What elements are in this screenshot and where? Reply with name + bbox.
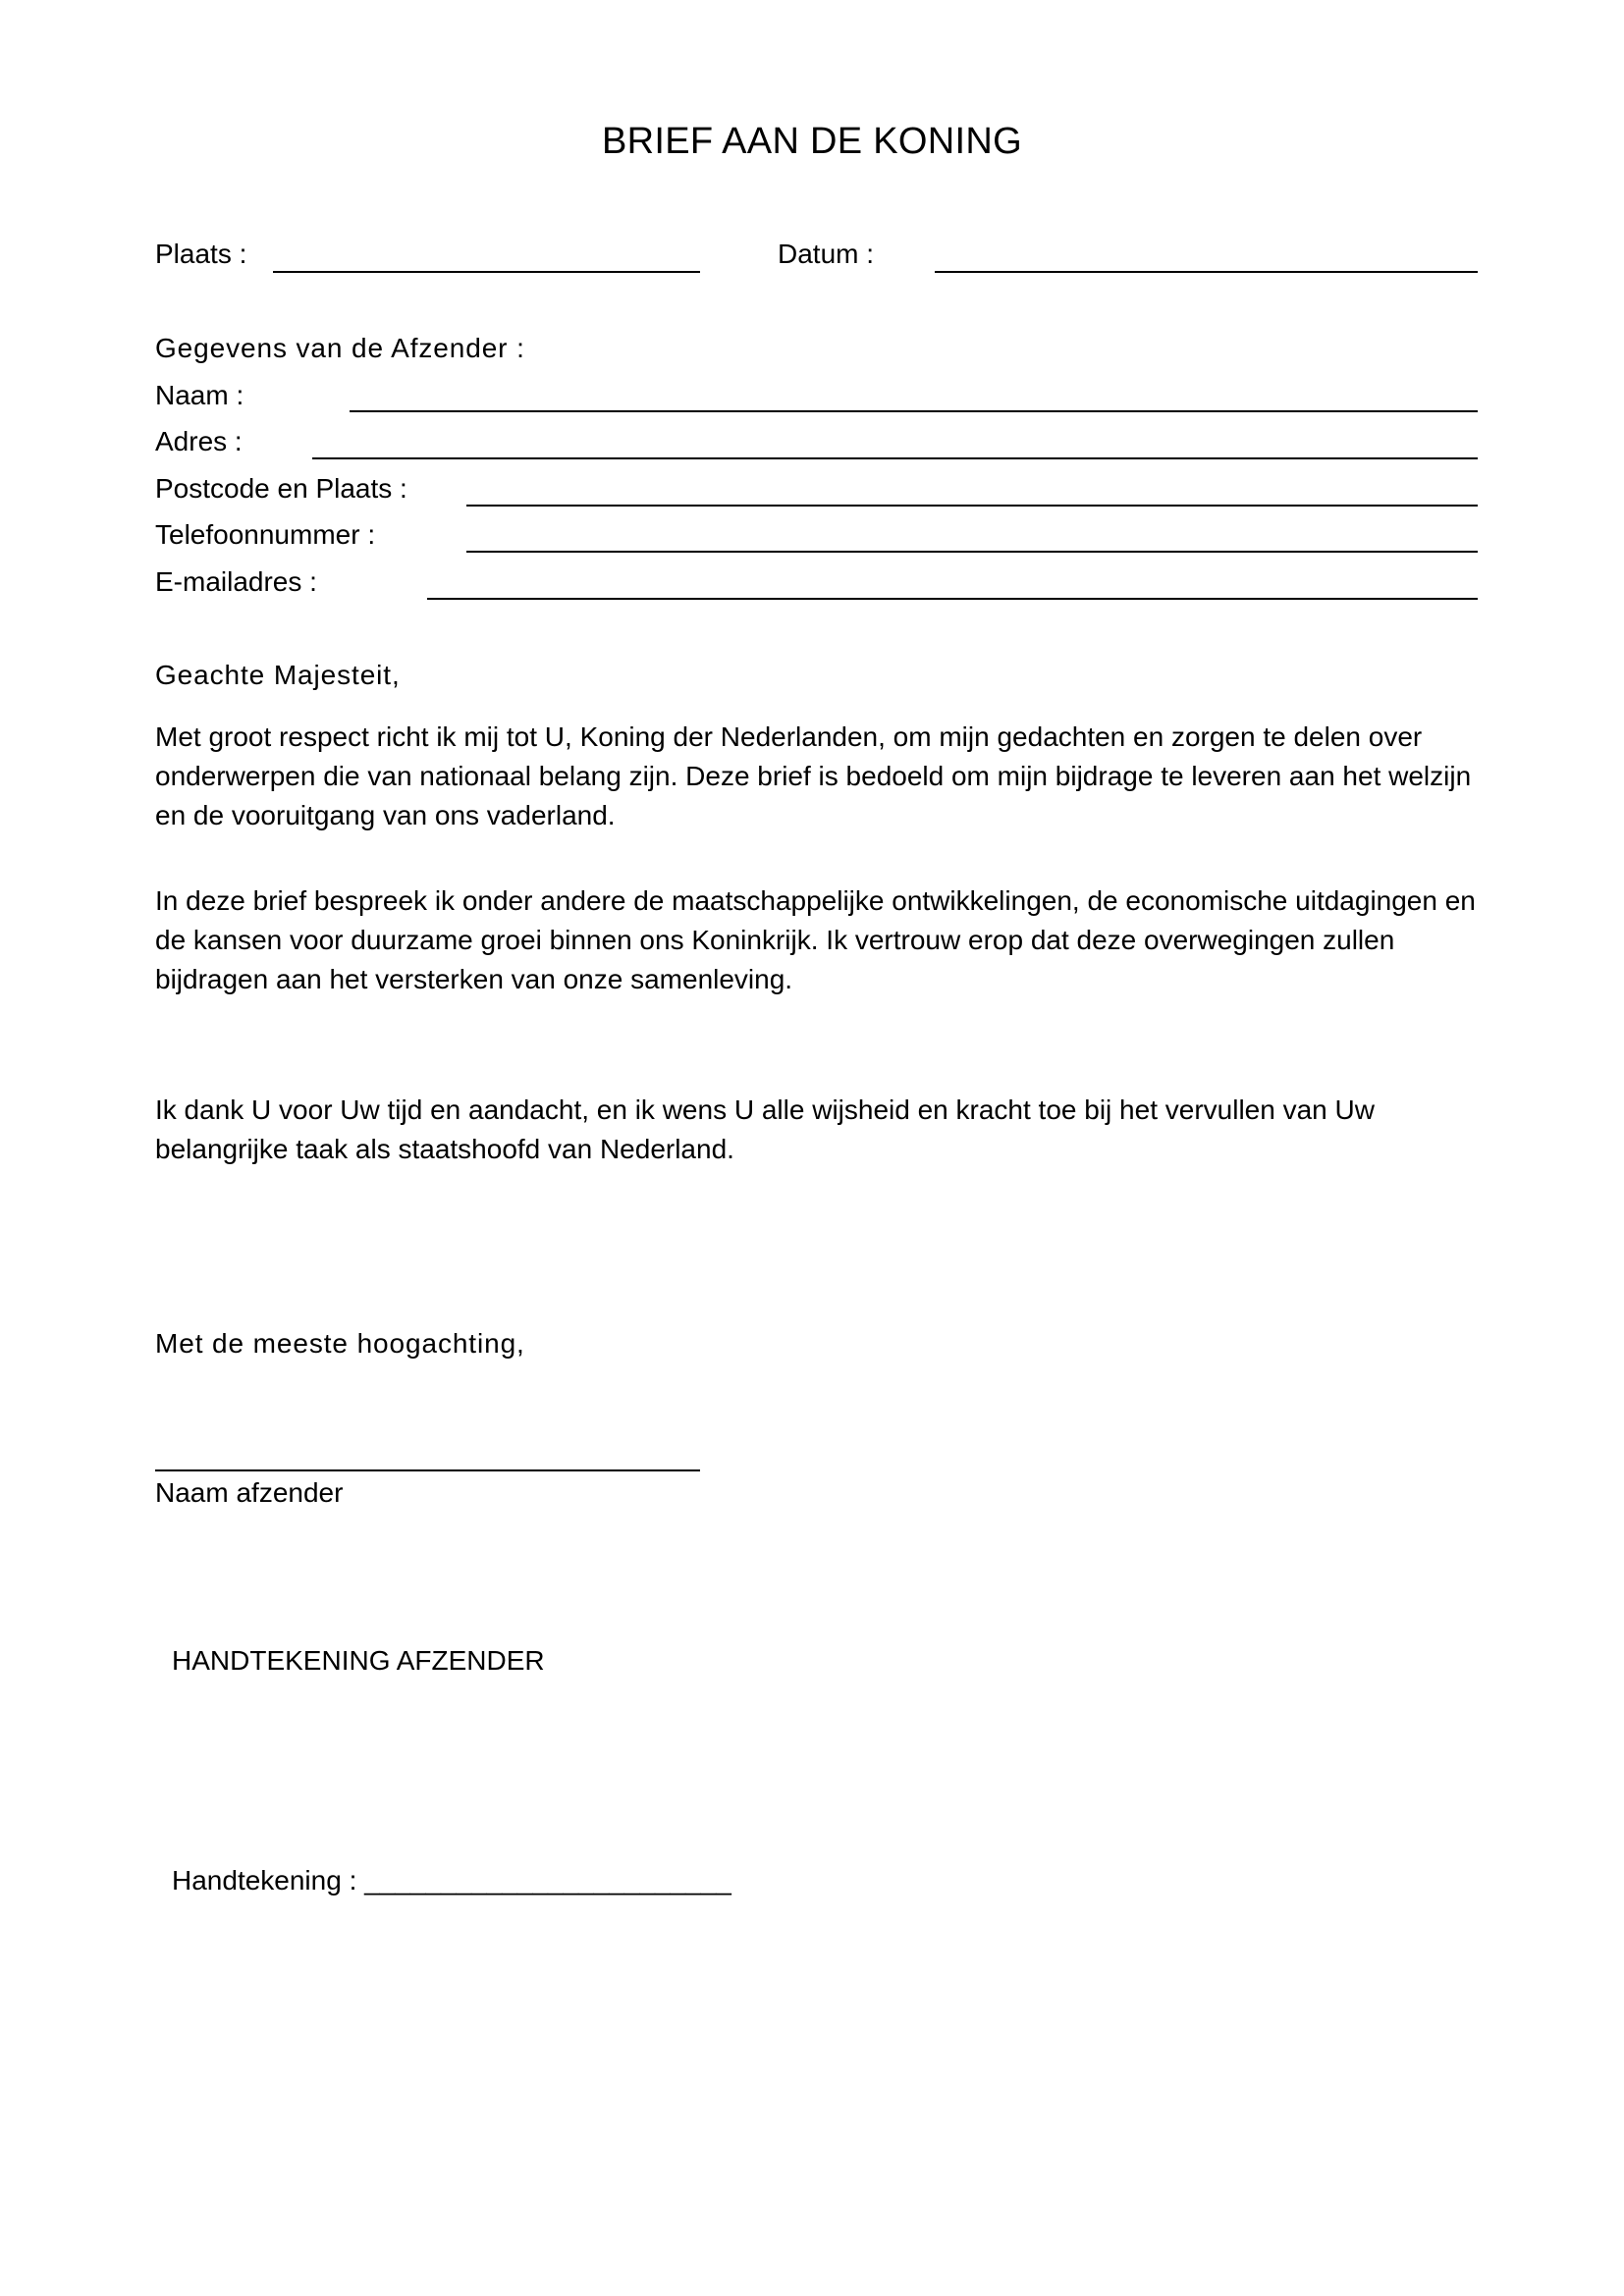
closing: Met de meeste hoogachting, [155,1328,525,1359]
date-input-line[interactable] [935,271,1478,273]
sender-name-caption: Naam afzender [155,1477,344,1508]
place-input-line[interactable] [273,271,700,273]
place-label: Plaats : [155,239,247,269]
sender-email-label: E-mailadres : [155,566,317,597]
sender-name-line[interactable] [350,410,1478,412]
body-paragraph-1: Met groot respect richt ik mij tot U, Koning der Nederlanden, om mijn gedachten en zorgen te delen over onderwerpen die van nationaal belang zijn. Deze brief is bedoeld om mijn bijdrage te leveren aan het welzijn en de vooruitgang van ons vaderland. [155,721,1472,830]
document-title: BRIEF AAN DE KONING [601,121,1022,162]
sender-phone-line[interactable] [466,551,1478,553]
sender-postcode-label: Postcode en Plaats : [155,473,407,504]
sender-phone-label: Telefoonnummer : [155,519,376,550]
salutation: Geachte Majesteit, [155,660,401,690]
sender-address-label: Adres : [155,426,243,456]
sender-name-label: Naam : [155,380,244,410]
sender-address-line[interactable] [312,457,1478,459]
signature-line[interactable]: Handtekening : ________________________ [172,1865,731,1896]
body-paragraph-2: In deze brief bespreek ik onder andere de maatschappelijke ontwikkelingen, de economische uitdagingen en de kansen voor duurzame groei binnen ons Koninkrijk. Ik vertrouw erop dat deze overwegingen zullen bijdragen aan het versterken van onze samenleving. [155,885,1476,994]
sender-heading: Gegevens van de Afzender : [155,333,525,363]
body-paragraph-3: Ik dank U voor Uw tijd en aandacht, en ik wens U alle wijsheid en kracht toe bij het vervullen van Uw belangrijke taak als staatshoofd van Nederland. [155,1095,1375,1164]
date-label: Datum : [778,239,875,269]
sender-postcode-line[interactable] [466,505,1478,507]
sender-email-line[interactable] [427,598,1478,600]
signature-section-title: HANDTEKENING AFZENDER [172,1645,545,1676]
sender-name-signature-line[interactable] [155,1469,700,1471]
